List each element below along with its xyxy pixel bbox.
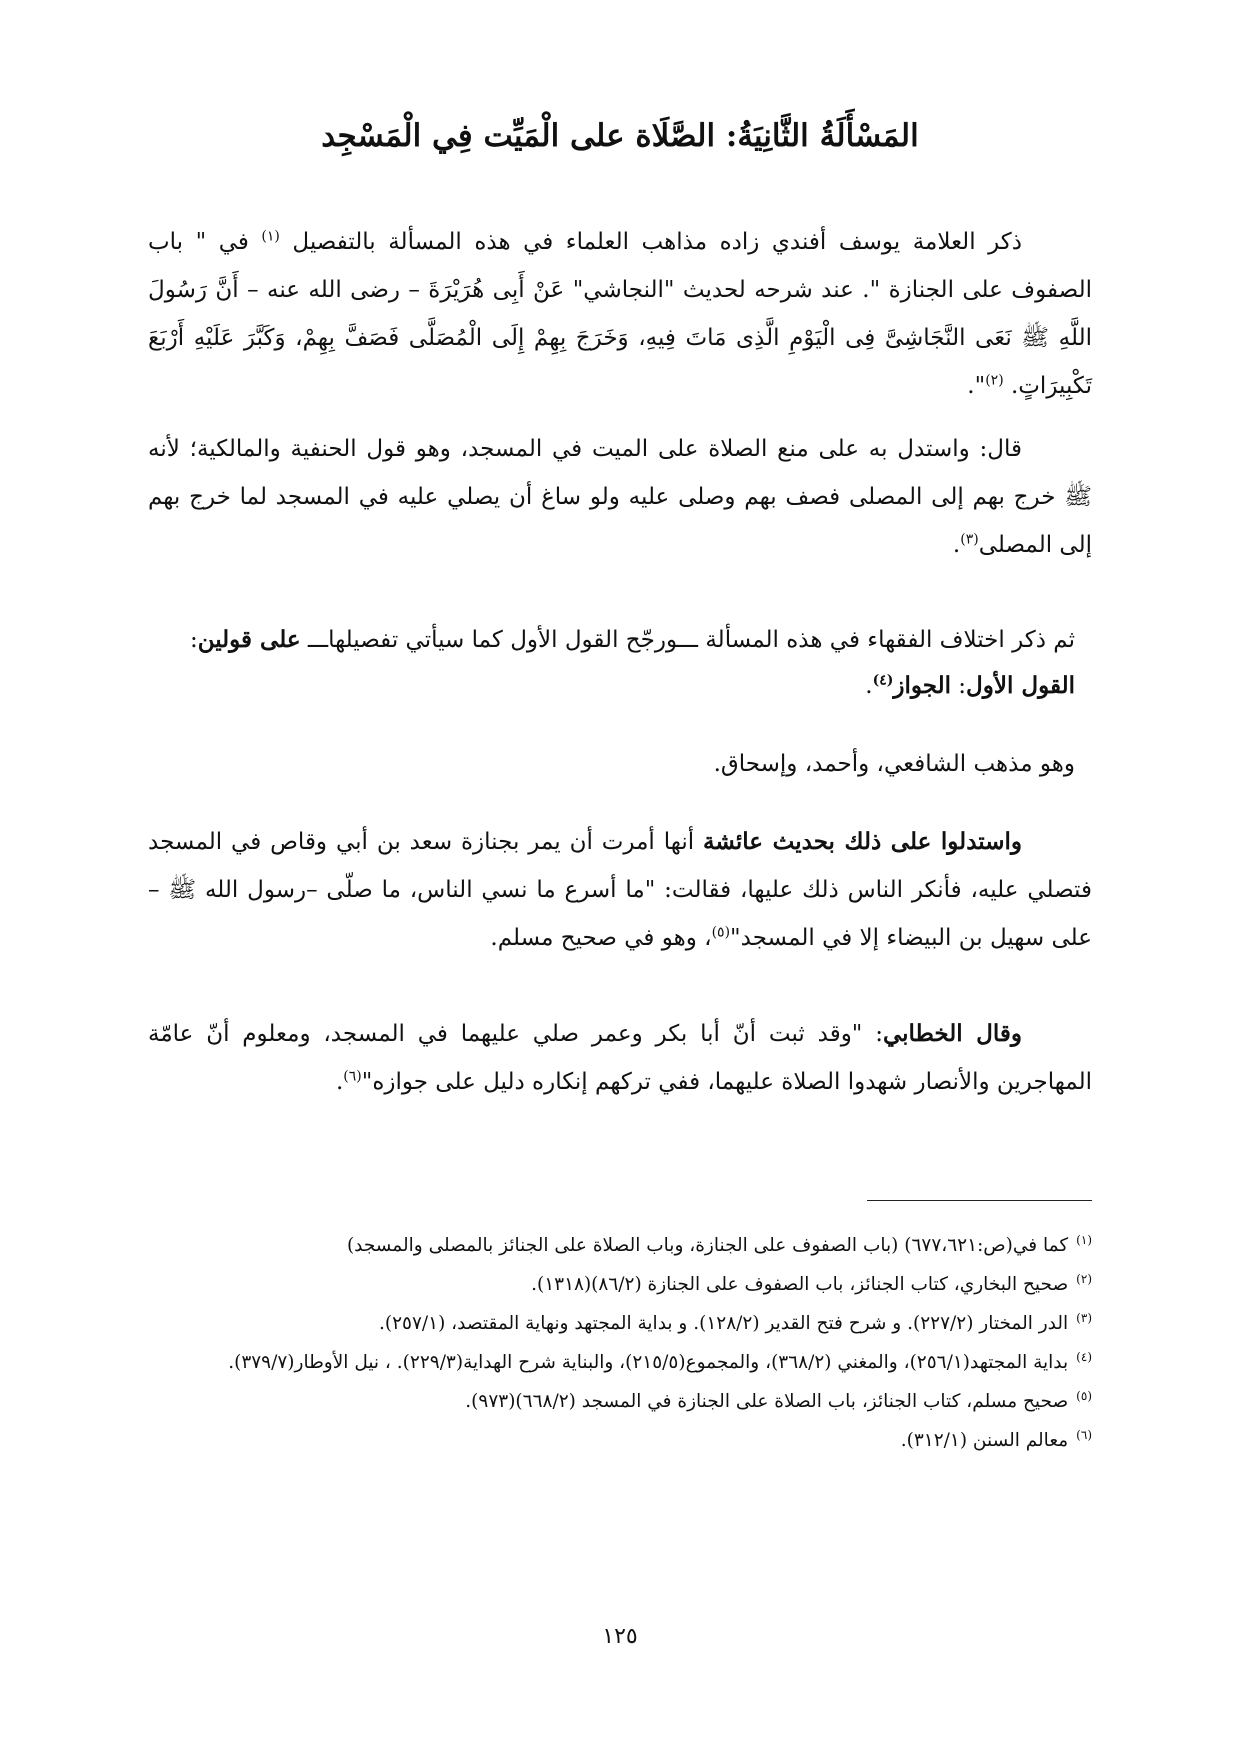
paragraph-hanafi-argument: [148, 425, 1092, 569]
page-number: ١٢٥: [602, 1624, 638, 1649]
footnote-item: [148, 1382, 1092, 1421]
footnote-number: (٣): [1076, 1310, 1092, 1325]
paragraph-text: : "وقد ثبت أنّ أبا بكر وعمر صلي عليهما في المسجد، ومعلوم أنّ عامّة المهاجرين والأنصار شهدوا الصلاة عليهما، ففي تركهم إنكاره دليل على جوازه": [148, 1021, 1092, 1095]
paragraph-text: ، وهو في صحيح مسلم.: [490, 925, 712, 951]
footnote-ref[interactable]: (٥): [711, 924, 731, 941]
footnote-number: (٥): [1076, 1388, 1092, 1403]
paragraph-text: :: [189, 627, 198, 653]
footnote-item: [148, 1265, 1092, 1304]
footnote-ref[interactable]: (٢): [985, 372, 1004, 389]
bold-text: وقال الخطابي: [882, 1020, 1022, 1047]
subheading-first-opinion: [148, 662, 1075, 710]
footnotes-list: [148, 1226, 1092, 1460]
footnote-item: [148, 1343, 1092, 1382]
bold-text: القول الأول: [966, 672, 1075, 699]
paragraph-text: في " باب الصفوف على الجنازة ". عند شرحه لحديث "النجاشي" عَنْ أَبِى هُرَيْرَةَ – رضى الله عنه – أَنَّ رَسُولَ اللَّهِ ﷺ نَعَى النَّجَاشِىَّ فِى الْيَوْمِ الَّذِى مَاتَ فِيهِ، وَخَرَجَ بِهِمْ إِلَى الْمُصَلَّى فَصَفَّ بِهِمْ، وَكَبَّرَ عَلَيْهِ أَرْبَعَ تَكْبِيرَاتٍ.: [148, 229, 1092, 399]
bold-text: الجواز: [893, 672, 951, 699]
footnote-number: (٦): [1076, 1427, 1092, 1442]
footnote-item: [148, 1226, 1092, 1265]
footnote-divider: [867, 1200, 1092, 1201]
paragraph-madhhab: وهو مذهب الشافعي، وأحمد، وإسحاق.: [713, 751, 1075, 777]
footnote-number: (٤): [1076, 1349, 1092, 1364]
footnote-ref[interactable]: (٦): [343, 1068, 362, 1085]
footnote-text: كما في(ص:٦٧٧،٦٢١) (باب الصفوف على الجنازة، وباب الصلاة على الجنائز بالمصلى والمسجد): [346, 1235, 1069, 1256]
paragraph-text: أنها أمرت أن يمر بجنازة سعد بن أبي وقاص في المسجد فتصلي عليه، فأنكر الناس ذلك عليها، فقالت: "ما أسرع ما نسي الناس، ما صلّى –رسول الله ﷺ – على سهيل بن البيضاء إلا في المسجد": [148, 829, 1092, 951]
paragraph-text: .: [952, 532, 961, 558]
paragraph-text: .: [865, 673, 873, 699]
footnote-text: معالم السنن (٣١٢/١).: [900, 1430, 1069, 1451]
paragraph-khattabi: [148, 1010, 1092, 1106]
bold-text: واستدلوا على ذلك بحديث عائشة: [703, 828, 1022, 855]
footnote-text: الدر المختار (٢٢٧/٢). و شرح فتح القدير (١٢٨/٢). و بداية المجتهد ونهاية المقتصد، (٢٥٧/١).: [378, 1313, 1069, 1334]
paragraph-text: قال: واستدل به على منع الصلاة على الميت في المسجد، وهو قول الحنفية والمالكية؛ لأنه ﷺ خرج بهم إلى المصلى فصف بهم وصلى عليه ولو ساغ أن يصلي عليه في المسجد لما خرج بهم إلى المصلى: [148, 436, 1092, 558]
footnote-item: [148, 1304, 1092, 1343]
paragraph-aisha-hadith: [148, 818, 1092, 962]
footnote-ref[interactable]: (٤): [872, 672, 894, 689]
bold-text: على قولين: [197, 626, 301, 653]
footnote-text: بداية المجتهد(٢٥٦/١)، والمغني (٣٦٨/٢)، والمجموع(٢١٥/٥)، والبناية شرح الهداية(٢٢٩/٣). ، نيل الأوطار(٣٧٩/٧).: [228, 1352, 1069, 1373]
footnote-number: (١): [1076, 1232, 1092, 1247]
footnote-number: (٢): [1076, 1271, 1092, 1286]
footnote-item: [148, 1421, 1092, 1460]
paragraph-text: ".: [967, 373, 986, 399]
section-title: المَسْأَلَةُ الثَّانِيَةُ: الصَّلَاة على الْمَيِّت فِي الْمَسْجِد: [321, 118, 919, 154]
footnote-text: صحيح البخاري، كتاب الجنائز، باب الصفوف على الجنازة (٨٦/٢)(١٣١٨).: [531, 1274, 1069, 1295]
footnote-ref[interactable]: (١): [261, 228, 280, 245]
paragraph-scholars-difference: [148, 616, 1075, 664]
footnote-text: صحيح مسلم، كتاب الجنائز، باب الصلاة على الجنازة في المسجد (٦٦٨/٢)(٩٧٣).: [465, 1391, 1069, 1412]
paragraph-text: .: [335, 1069, 344, 1095]
paragraph-text: ذكر العلامة يوسف أفندي زاده مذاهب العلماء في هذه المسألة بالتفصيل: [292, 229, 1022, 255]
footnote-ref[interactable]: (٣): [960, 531, 979, 548]
paragraph-text: ثم ذكر اختلاف الفقهاء في هذه المسألة ـــورجّح القول الأول كما سيأتي تفصيلهاـــ: [300, 627, 1075, 653]
paragraph-text: :: [950, 673, 967, 699]
paragraph-intro: [148, 218, 1092, 410]
